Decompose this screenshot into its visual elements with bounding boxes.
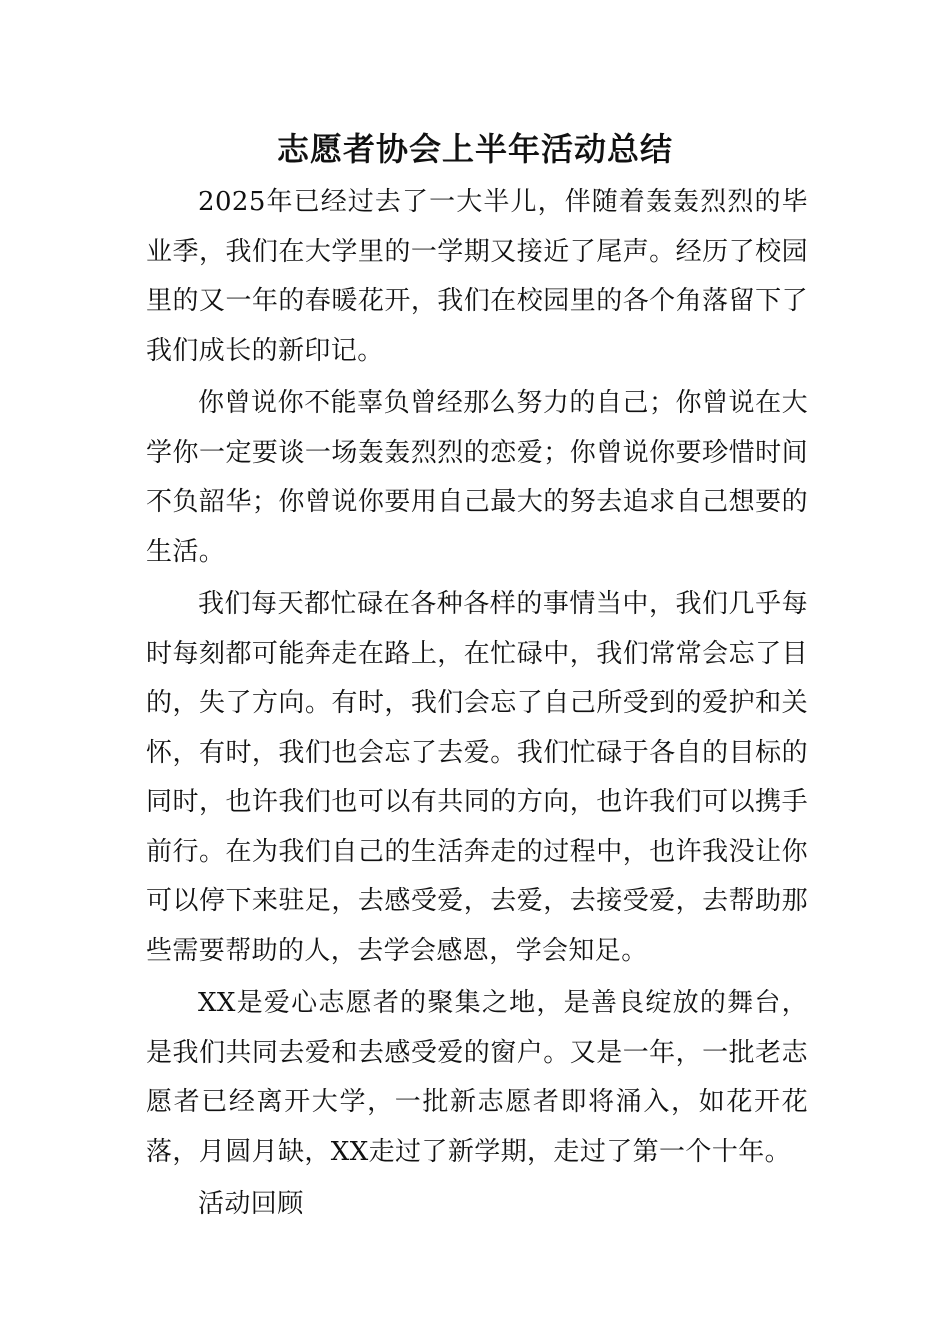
paragraph-3: 我们每天都忙碌在各种各样的事情当中，我们几乎每时每刻都可能奔走在路上，在忙碌中，我们常常会忘了目的，失了方向。有时，我们会忘了自己所受到的爱护和关怀，有时，我们也会忘了去爱。我们忙碌于各自的目标的同时，也许我们也可以有共同的方向，也许我们可以携手前行。在为我们自己的生活奔走的过程中，也许我没让你可以停下来驻足，去感受爱，去爱，去接受爱，去帮助那些需要帮助的人，去学会感恩，学会知足。 (146, 589, 808, 966)
document-title: 志愿者协会上半年活动总结 (276, 130, 673, 168)
paragraph-1: 2025年已经过去了一大半儿，伴随着轰轰烈烈的毕业季，我们在大学里的一学期又接近了尾声。经历了校园里的又一年的春暖花开，我们在校园里的各个角落留下了我们成长的新印记。 (146, 187, 808, 366)
paragraph-2: 你曾说你不能辜负曾经那么努力的自己；你曾说在大学你一定要谈一场轰轰烈烈的恋爱；你曾说你要珍惜时间不负韶华；你曾说你要用自己最大的努去追求自己想要的生活。 (146, 388, 808, 567)
paragraph-4: XX是爱心志愿者的聚集之地，是善良绽放的舞台，是我们共同去爱和去感受爱的窗户。又是一年，一批老志愿者已经离开大学，一批新志愿者即将涌入，如花开花落，月圆月缺，XX走过了新学期，走过了第一个十年。 (146, 988, 808, 1167)
section-heading: 活动回顾 (198, 1189, 304, 1219)
document-body (146, 178, 808, 1230)
